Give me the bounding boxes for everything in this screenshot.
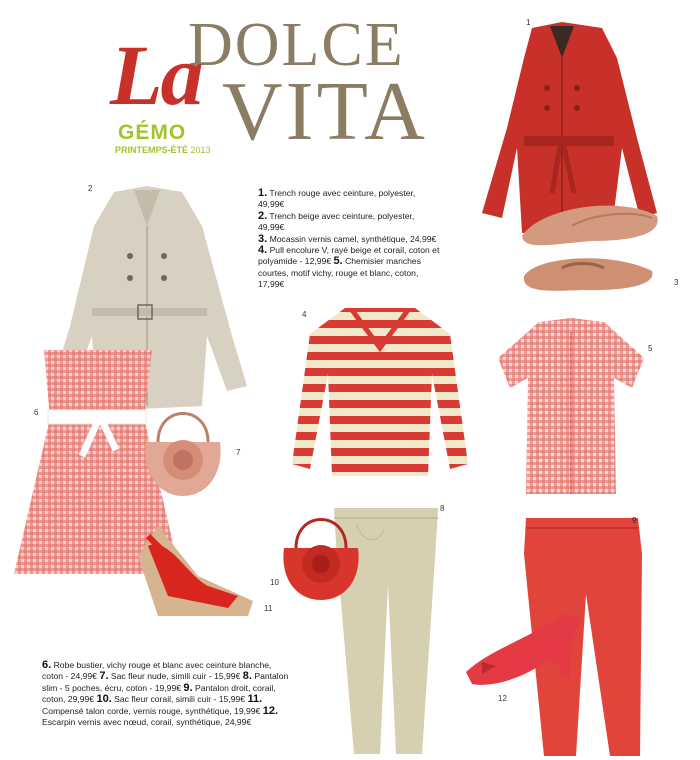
desc-text: Compensé talon corde, vernis rouge, synthétique, 19,99€	[42, 705, 261, 716]
item-number-12: 12	[498, 694, 507, 703]
desc-text: Chemisier manches courtes, motif vichy, rouge et blanc, coton, 17,99€	[258, 256, 422, 290]
season-text: PRINTEMPS-ÉTÉ	[115, 145, 189, 155]
item-number-1: 1	[526, 18, 531, 27]
coral-flower-bag-image	[276, 518, 366, 602]
desc-text: Sac fleur corail, simili cuir - 15,99€	[114, 694, 246, 705]
gingham-shirt-image	[494, 318, 648, 496]
desc-number: 1.	[258, 187, 268, 199]
item-number-10: 10	[270, 578, 279, 587]
item-number-11: 11	[264, 604, 273, 613]
desc-number: 3.	[258, 232, 268, 245]
desc-number: 8.	[242, 670, 252, 683]
description-block-top	[258, 188, 442, 291]
desc-text: Escarpin vernis avec nœud, corail, synthétique, 24,99€	[42, 717, 252, 728]
camel-loafers-image	[512, 196, 662, 296]
desc-number: 2.	[258, 209, 268, 222]
nude-flower-bag-image	[138, 412, 228, 498]
desc-number: 6.	[42, 659, 52, 671]
item-number-4: 4	[302, 310, 307, 319]
desc-number: 5.	[333, 255, 343, 268]
desc-number: 4.	[258, 244, 268, 257]
desc-number: 10.	[96, 693, 112, 706]
desc-text: Pantalon slim - 5 poches, écru, coton - 19,99€	[42, 671, 289, 693]
desc-number: 11.	[247, 693, 263, 706]
season-year: 2013	[190, 145, 211, 155]
item-number-6: 6	[34, 408, 39, 417]
item-number-5: 5	[648, 344, 653, 353]
desc-number: 9.	[183, 681, 193, 694]
title-vita: VITA	[222, 65, 428, 158]
description-block-bottom	[42, 660, 292, 728]
coral-pump-image	[462, 608, 586, 692]
item-number-7: 7	[236, 448, 241, 457]
desc-text: Trench beige avec ceinture, polyester, 49,99€	[258, 210, 415, 233]
desc-text: Mocassin vernis camel, synthétique, 24,99€	[269, 233, 437, 244]
brand-logo: GÉMO	[118, 121, 187, 144]
item-number-9: 9	[632, 516, 637, 525]
title-dolce: DOLCE	[188, 11, 405, 79]
desc-text: Robe bustier, vichy rouge et blanc avec ceinture blanche, coton - 24,99€	[42, 660, 272, 682]
season-label	[115, 145, 211, 155]
desc-text: Pull encolure V, rayé beige et corail, coton et polyamide - 12,99€	[258, 245, 440, 267]
striped-sweater-image	[290, 304, 470, 484]
desc-number: 12.	[262, 704, 279, 717]
desc-number: 7.	[99, 670, 109, 683]
red-wedge-sandal-image	[128, 516, 258, 626]
item-number-2: 2	[88, 184, 93, 193]
desc-text: Pantalon droit, corail, coton, 29,99€	[42, 682, 276, 705]
item-number-8: 8	[440, 504, 445, 513]
desc-text: Trench rouge avec ceinture, polyester, 49,99€	[258, 188, 416, 210]
desc-text: Sac fleur nude, simili cuir - 15,99€	[110, 671, 241, 682]
title-la: La	[110, 27, 202, 123]
item-number-3: 3	[674, 278, 679, 287]
